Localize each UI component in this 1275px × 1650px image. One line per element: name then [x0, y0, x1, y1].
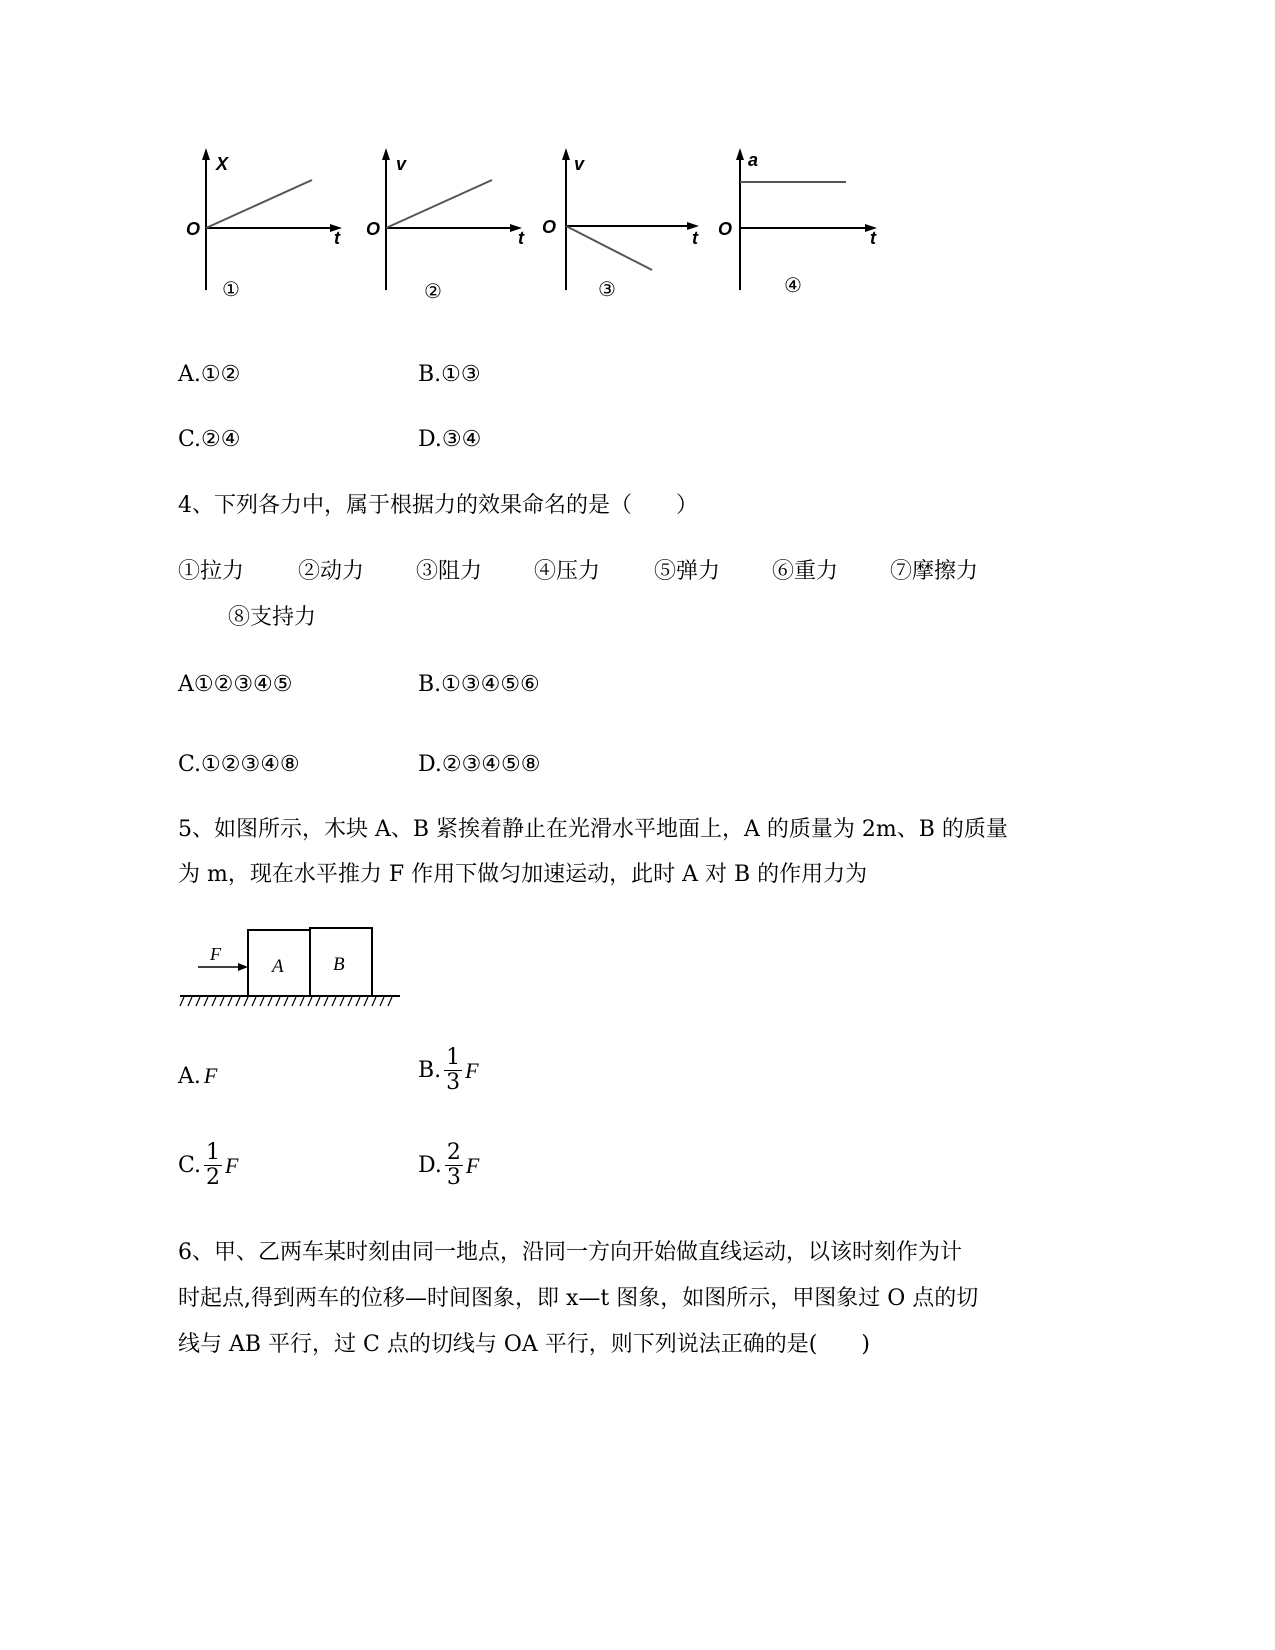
q4-item-2: ②动力: [298, 559, 365, 584]
q4-item-7: ⑦摩擦力: [890, 559, 979, 584]
graph-4-origin: O: [718, 219, 733, 239]
q4-option-b[interactable]: B.①③④⑤⑥: [418, 672, 540, 697]
q4-option-a[interactable]: A①②③④⑤: [178, 672, 293, 697]
q6-stem-line-1: 6、甲、乙两车某时刻由同一地点，沿同一方向开始做直线运动，以该时刻作为计: [178, 1240, 962, 1265]
q4-option-d[interactable]: D.②③④⑤⑧: [418, 752, 541, 777]
block-b-label: B: [333, 954, 345, 975]
graph-4-number: ④: [784, 273, 802, 297]
q4-item-4: ④压力: [534, 559, 601, 584]
q5-option-a-prefix: A.: [178, 1063, 201, 1089]
graph-3-origin: O: [542, 217, 557, 237]
graph-2-origin: O: [366, 219, 381, 239]
q5-option-b-denominator: 3: [446, 1070, 461, 1095]
q5-option-d-fraction: [445, 1141, 463, 1190]
graph-4-x-label: t: [870, 228, 876, 248]
q5-option-b[interactable]: [418, 1046, 479, 1095]
graph-1-y-label: X: [216, 154, 229, 174]
q5-option-b-prefix: B.: [418, 1058, 442, 1083]
motion-graphs-figure: [170, 140, 900, 310]
graph-1: [186, 148, 342, 301]
graph-3: [542, 148, 699, 301]
q5-option-d-prefix: D.: [418, 1153, 442, 1178]
q3-option-b[interactable]: B.①③: [418, 362, 481, 387]
q4-item-6: ⑥重力: [772, 559, 839, 584]
graph-1-x-label: t: [334, 228, 340, 248]
q3-option-d[interactable]: D.③④: [418, 427, 482, 452]
q3-option-c[interactable]: C.②④: [178, 427, 241, 452]
q5-stem-line-1: 5、如图所示，木块 A、B 紧挨着静止在光滑水平地面上，A 的质量为 2m、B 的质量: [178, 817, 1008, 842]
q5-option-c[interactable]: [178, 1141, 239, 1190]
q3-option-a[interactable]: A.①②: [178, 362, 241, 387]
graph-4-y-label: a: [748, 150, 759, 170]
q4-item-1: ①拉力: [178, 559, 245, 584]
blocks-figure: [178, 920, 404, 1012]
q5-option-c-fraction: [204, 1141, 222, 1190]
q4-item-3: ③阻力: [416, 559, 483, 584]
q5-option-d-variable: F: [465, 1152, 480, 1178]
graph-2-x-label: t: [518, 228, 524, 248]
q5-option-d-denominator: 3: [446, 1165, 461, 1190]
q5-option-c-variable: F: [225, 1152, 239, 1178]
graph-3-y-label: v: [574, 154, 585, 174]
graph-2-number: ②: [424, 279, 442, 303]
q4-item-8: ⑧支持力: [228, 605, 317, 630]
q5-option-a-value: F: [203, 1063, 218, 1088]
force-label: F: [210, 944, 221, 964]
graph-3-number: ③: [598, 277, 616, 301]
q5-option-a[interactable]: [178, 1063, 217, 1089]
q5-option-c-prefix: C.: [178, 1153, 202, 1178]
graph-2-y-label: v: [396, 154, 407, 174]
graph-1-number: ①: [222, 277, 240, 301]
ground-hatching: [180, 997, 392, 1006]
graph-1-origin: O: [186, 219, 201, 239]
q5-option-c-numerator: 1: [206, 1140, 221, 1165]
q5-option-b-fraction: [444, 1046, 462, 1095]
q5-option-d-numerator: 2: [446, 1140, 461, 1165]
graph-3-x-label: t: [692, 228, 698, 248]
q6-stem-line-3: 线与 AB 平行，过 C 点的切线与 OA 平行，则下列说法正确的是( ): [178, 1332, 870, 1357]
block-a-label: A: [272, 956, 284, 977]
q5-stem-line-2: 为 m，现在水平推力 F 作用下做匀加速运动，此时 A 对 B 的作用力为: [178, 862, 868, 887]
q4-item-5: ⑤弹力: [654, 559, 721, 584]
q4-option-c[interactable]: C.①②③④⑧: [178, 752, 300, 777]
q5-option-d[interactable]: [418, 1141, 479, 1190]
graph-2: [366, 148, 525, 303]
q5-option-c-denominator: 2: [206, 1165, 221, 1190]
q5-option-b-numerator: 1: [446, 1045, 461, 1070]
q4-stem: 4、下列各力中，属于根据力的效果命名的是（ ）: [178, 493, 698, 518]
q6-stem-line-2: 时起点,得到两车的位移—时间图象，即 x—t 图象，如图所示，甲图象过 O 点的切: [178, 1286, 979, 1311]
graph-4: [718, 148, 877, 297]
q5-option-b-variable: F: [465, 1057, 479, 1083]
